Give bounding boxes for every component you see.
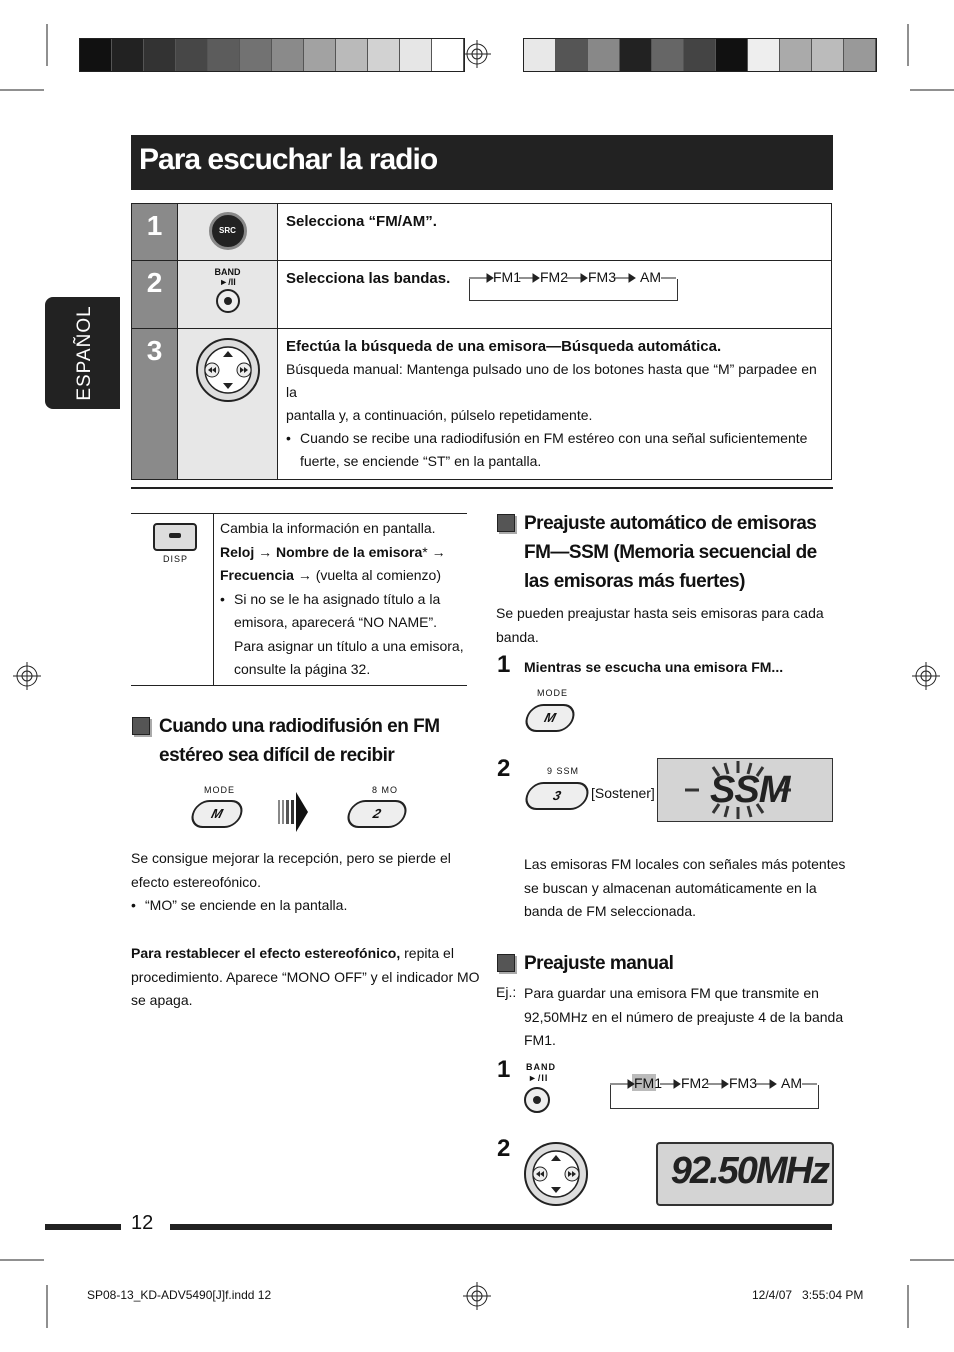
ssm-description: Las emisoras FM locales con señales más potentes se buscan y almacenan automáticamente en la banda de FM seleccionada.	[524, 856, 846, 919]
step-row-3: 3 Efectúa la búsqueda de una emisora—Búsqueda automática. Búsqueda manual: Mantenga pulsado uno de los botones hasta que “M” parpadee en la pantalla y, a continuación, púlselo repetidamente. • Cuando se recibe una radiodifusión en FM estéreo con una señal suficientemente fuerte, se enciende “ST” en la pantalla.	[132, 329, 832, 480]
footer-rule-right	[170, 1224, 832, 1230]
example-text: Para guardar una emisora FM que transmite en 92,50MHz en el número de preajuste 4 de la banda FM1.	[524, 985, 844, 1048]
ssm-lcd-text: SSM	[710, 769, 790, 811]
band-fm1: FM1	[634, 1075, 662, 1091]
band-fm1: FM1	[493, 269, 521, 285]
band-fm3: FM3	[588, 269, 616, 285]
disp-clock: Reloj	[220, 543, 255, 560]
step-title: Efectúa la búsqueda de una emisora—Búsqueda automática.	[286, 338, 722, 355]
page-number: 12	[131, 1212, 154, 1234]
step-title: Selecciona “FM/AM”.	[286, 213, 437, 230]
band-label: BAND	[526, 1062, 556, 1072]
mode-button-icon: M	[188, 800, 246, 828]
steps-table	[131, 203, 832, 480]
src-button-icon: SRC	[209, 212, 247, 250]
step-bullet: fuerte, se enciende “ST” en la pantalla.	[300, 453, 542, 469]
ssm-label: 9 SSM	[547, 766, 580, 776]
title-band	[131, 135, 833, 190]
step-number: 1	[132, 204, 178, 261]
play-pause-label: ►/II	[528, 1073, 549, 1083]
footer-file: SP08-13_KD-ADV5490[J]f.indd 12	[87, 1288, 272, 1302]
band-fm3: FM3	[729, 1075, 757, 1091]
manual-step-2-number: 2	[497, 1135, 511, 1162]
language-tab-label: ESPAÑOL	[74, 305, 95, 401]
registration-mark-top	[463, 40, 491, 68]
mo-label: 8 MO	[372, 785, 399, 795]
mode-button-icon: M	[522, 704, 578, 732]
manual-step-1-number: 1	[497, 1056, 511, 1083]
disp-bullet: consulte la página 32.	[234, 661, 371, 677]
ssm-intro: Se pueden preajustar hasta seis emisoras para cada banda.	[496, 605, 824, 645]
disp-bullet: emisora, aparecerá “NO NAME”.	[234, 614, 438, 630]
then-arrow-icon	[278, 792, 310, 832]
disp-station-name: Nombre de la emisora	[276, 543, 423, 560]
disp-line1: Cambia la información en pantalla.	[220, 520, 436, 536]
control-pad-icon	[195, 337, 261, 403]
frequency-lcd-display	[656, 1142, 834, 1206]
registration-mark-left	[13, 662, 41, 690]
registration-mark-bottom	[463, 1282, 491, 1310]
disp-bullet: Si no se le ha asignado título a la	[234, 590, 441, 607]
page-title: Para escuchar la radio	[139, 143, 438, 176]
mode-label: MODE	[204, 785, 235, 795]
play-pause-label: ►/II	[219, 277, 236, 287]
section-divider	[131, 487, 833, 489]
mono-text: Se consigue mejorar la recepción, pero se pierde el efecto estereofónico. • “MO” se enciende en la pantalla.	[131, 850, 451, 913]
band-button-icon	[524, 1087, 550, 1113]
band-am: AM	[781, 1075, 802, 1091]
step-text: pantalla y, a continuación, púlselo repetidamente.	[286, 407, 593, 423]
step-number: 2	[132, 261, 178, 329]
disp-label: DISP	[163, 554, 189, 564]
color-bar-right	[523, 38, 877, 72]
disp-button-icon	[153, 523, 197, 551]
section-square-icon	[132, 717, 150, 735]
band-label: BAND	[214, 267, 241, 277]
step-row-1	[132, 204, 832, 261]
control-pad-icon	[523, 1141, 589, 1207]
ssm-step-1-text: Mientras se escucha una emisora FM...	[524, 659, 784, 675]
disp-frequency: Frecuencia	[220, 567, 294, 583]
hold-label: [Sostener]	[591, 785, 655, 801]
disp-text: Cambia la información en pantalla. Reloj → Nombre de la emisora* → Frecuencia → (vuelta al comienzo) • Si no se le ha asignado título a la emisora, aparecerá “NO NAME”. Para asignar un título a una emisora, consulte la página 32.	[220, 517, 464, 682]
manual-heading: Preajuste manual	[524, 953, 674, 974]
disp-asterisk: *	[422, 543, 428, 560]
mono-restore-text: Para restablecer el efecto estereofónico, repita el procedimiento. Aparece “MONO OFF” y el indicador MO se apaga.	[131, 945, 480, 1008]
step-title: Selecciona las bandas.	[286, 270, 451, 287]
footer-rule-left	[45, 1224, 121, 1230]
band-fm2: FM2	[681, 1075, 709, 1091]
ssm-heading: Preajuste automático de emisoras FM—SSM (Memoria secuencial de las emisoras más fuertes)	[524, 513, 817, 592]
example-label: Ej.:	[496, 984, 517, 1000]
src-button-cell	[178, 204, 278, 261]
ssm-step-2-number: 2	[497, 755, 511, 782]
control-pad-cell	[178, 329, 278, 480]
footer-date: 12/4/07 3:55:04 PM	[752, 1288, 864, 1302]
section-square-icon	[497, 514, 515, 532]
ssm-step-1-number: 1	[497, 651, 511, 678]
section-square-icon	[497, 954, 515, 972]
step-number: 3	[132, 329, 178, 480]
frequency-lcd-text: 92.50MHz	[670, 1150, 828, 1192]
step-text: Búsqueda manual: Mantenga pulsado uno de los botones hasta que “M” parpadee en la	[286, 361, 817, 400]
mode-label: MODE	[537, 688, 568, 698]
band-button-cell	[178, 261, 278, 329]
language-tab	[45, 297, 120, 409]
preset-2-button-icon: 2	[344, 800, 410, 828]
ssm-lcd-display	[657, 758, 833, 822]
disp-bullet: Para asignar un título a una emisora,	[234, 637, 464, 654]
step-bullet: Cuando se recibe una radiodifusión en FM estéreo con una señal suficientemente	[300, 430, 808, 446]
preset-3-button-icon: 3	[522, 782, 592, 810]
band-button-icon	[216, 289, 240, 313]
color-bar-left	[79, 38, 465, 72]
band-fm2: FM2	[540, 269, 568, 285]
mono-heading: Cuando una radiodifusión en FM estéreo sea difícil de recibir	[159, 716, 440, 766]
registration-mark-right	[912, 662, 940, 690]
disp-back: (vuelta al comienzo)	[315, 567, 441, 583]
band-am: AM	[640, 269, 661, 285]
